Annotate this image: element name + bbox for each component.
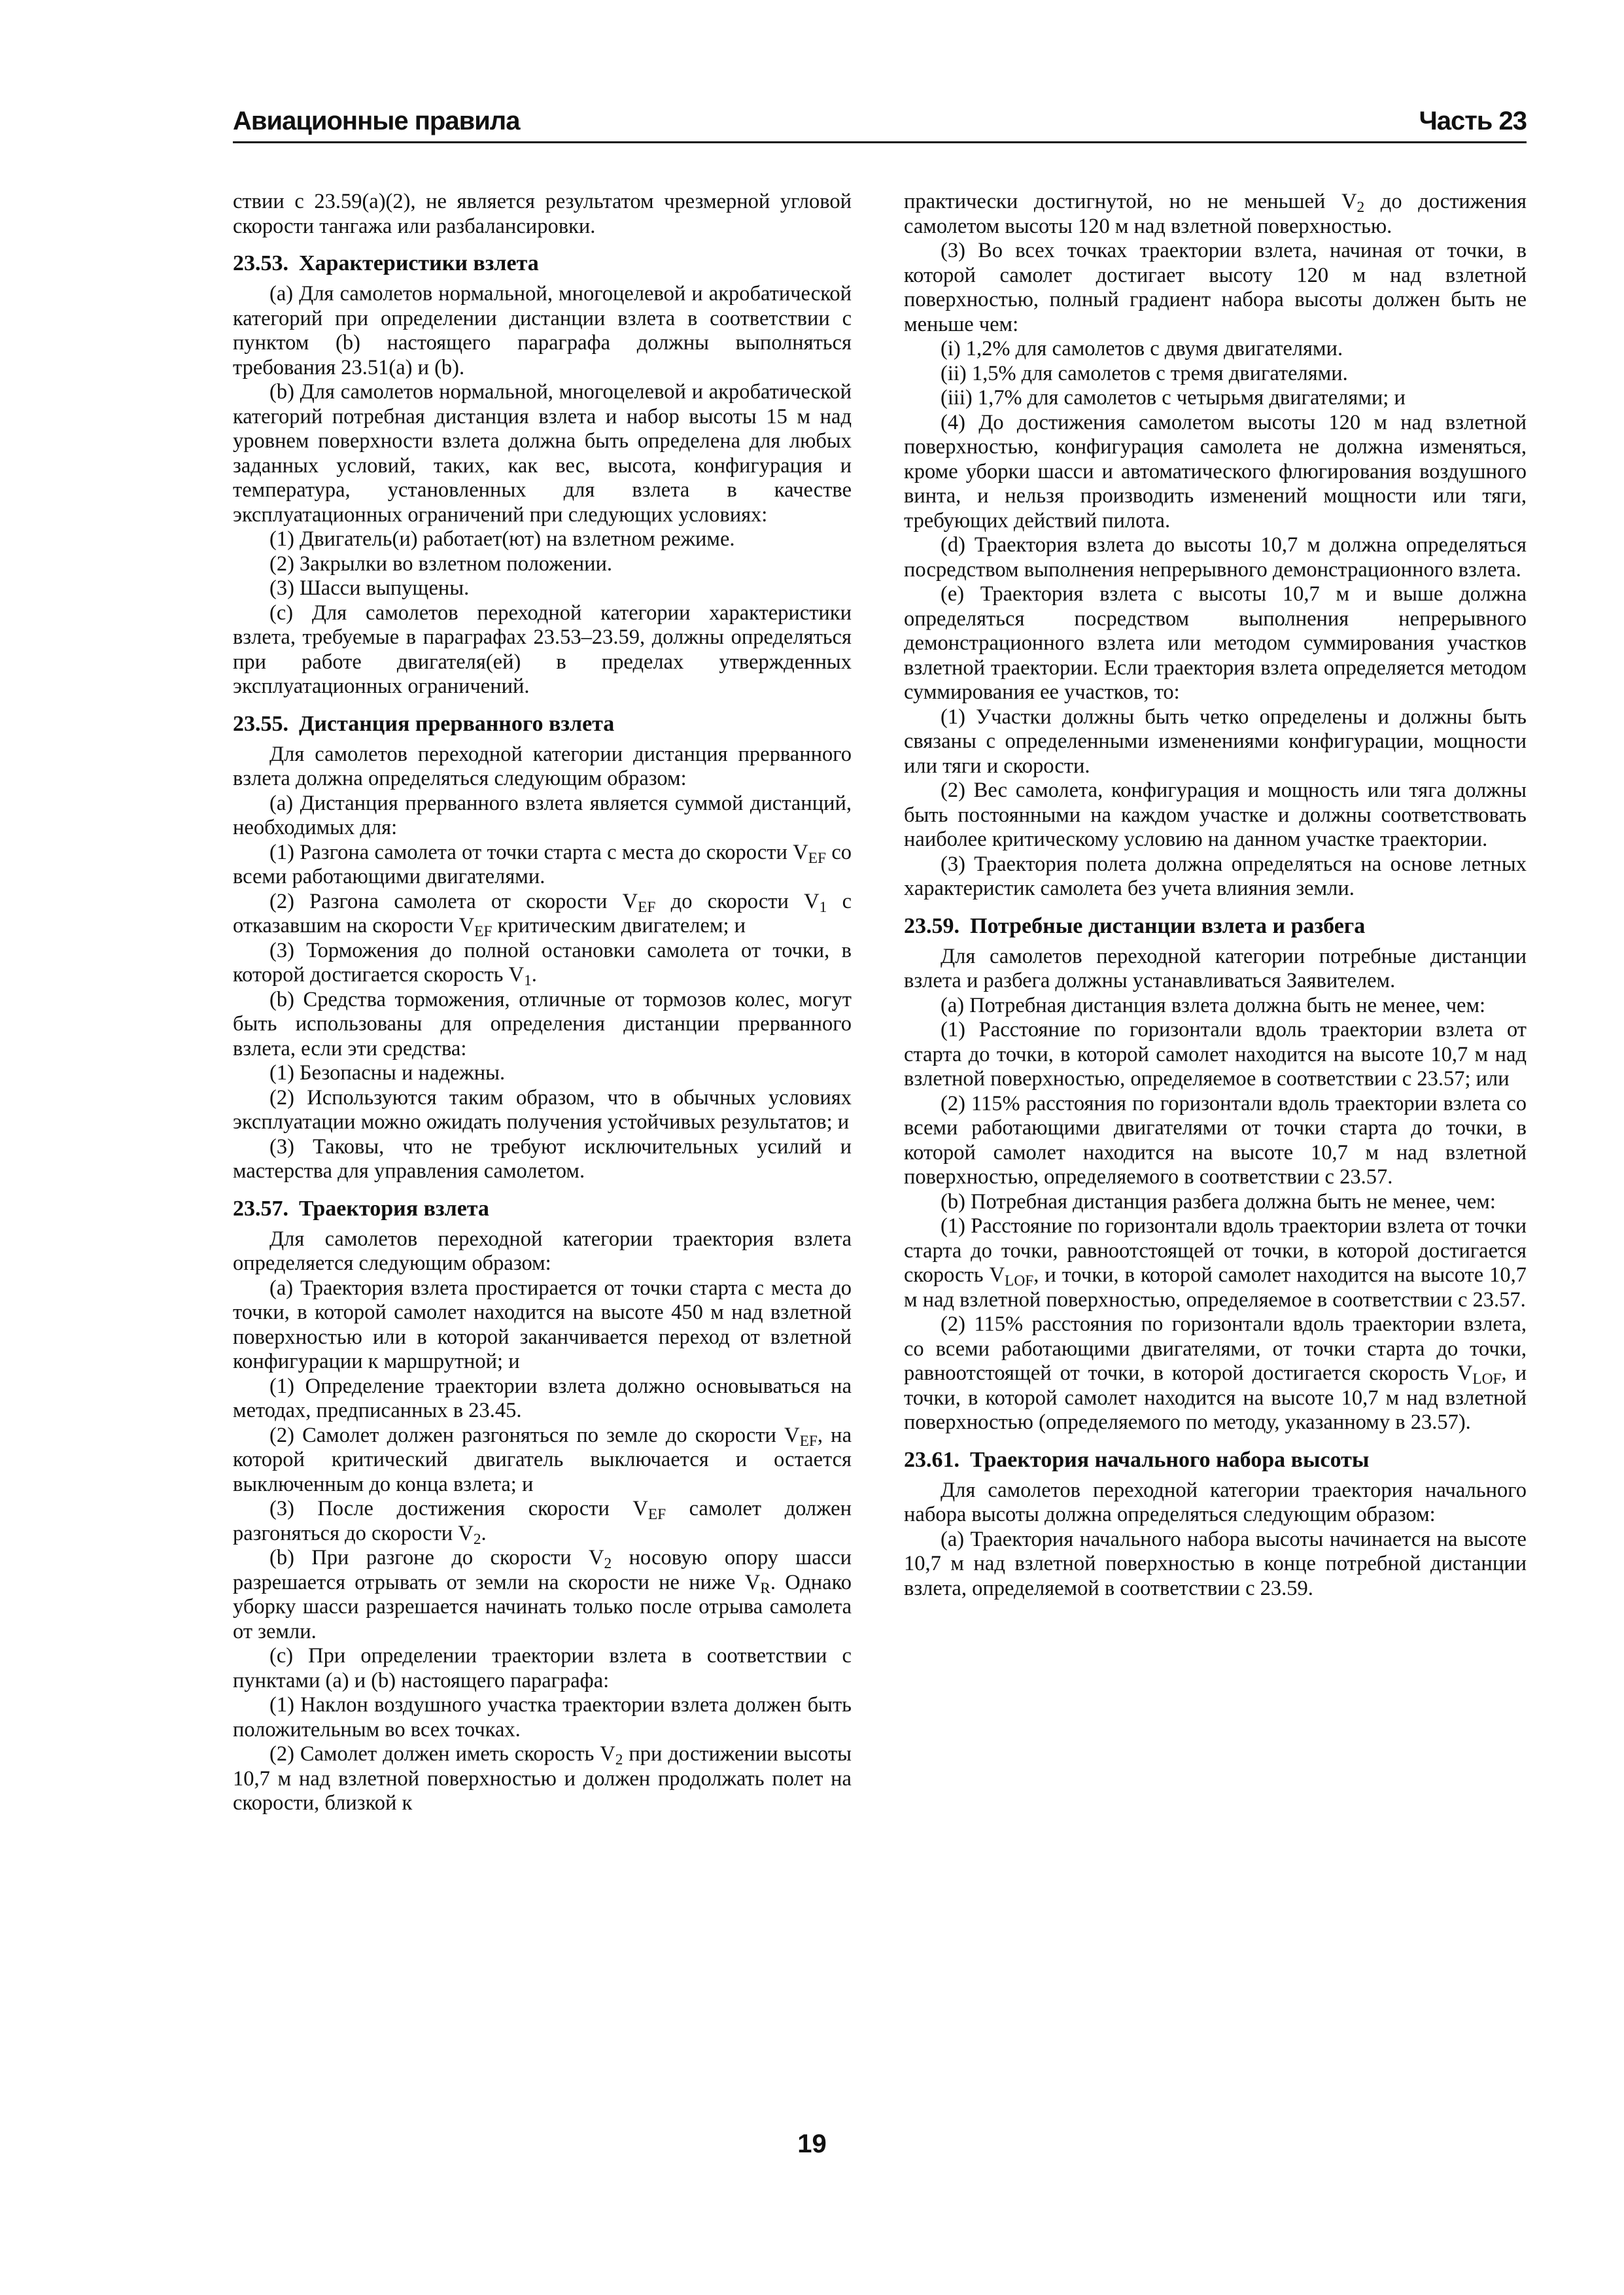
paragraph: (a) Траектория взлета простирается от точки старта с места до точки, в которой самолет находится на высоте 450 м над взлетной поверхностью или в которой заканчивается переход от взлетной конфигурации к маршрутной; и — [233, 1276, 852, 1373]
paragraph: (1) Расстояние по горизонтали вдоль траектории взлета от точки старта до точки, равноотстоящей от точки, в которой достигается скорость $V_{LOF}$, и точки, в которой самолет находится на высоте 10,7 м над взлетной поверхностью, определяемое в соответствии с 23.57. — [904, 1214, 1527, 1312]
paragraph: Для самолетов переходной категории дистанция прерванного взлета должна определяться следующим образом: — [233, 742, 852, 790]
paragraph: (ii) 1,5% для самолетов с тремя двигателями. — [941, 361, 1348, 385]
paragraph: (a) Потребная дистанция взлета должна быть не менее, чем: — [941, 993, 1486, 1017]
paragraph: (c) Для самолетов переходной категории характеристики взлета, требуемые в параграфах 23.53–23.59, должны определяться при работе двигателя(ей) в пределах утвержденных эксплуатационных ограничений. — [233, 601, 852, 698]
paragraph: (i) 1,2% для самолетов с двумя двигателями. — [941, 337, 1343, 360]
paragraph: (b) При разгоне до скорости $V_2$ носовую опору шасси разрешается отрывать от земли на скорости не ниже $V_R$. Однако уборку шасси разрешается начинать только после отрыва самолета от земли. — [233, 1546, 852, 1643]
running-header — [233, 103, 1527, 143]
paragraph: (a) Для самолетов нормальной, многоцелевой и акробатической категорий при определении дистанции взлета в соответствии с пунктом (b) настоящего параграфа должны выполняться требования 23.51(a) и (b). — [233, 282, 852, 379]
paragraph: Для самолетов переходной категории потребные дистанции взлета и разбега должны устанавливаться Заявителем. — [904, 944, 1527, 992]
paragraph: (1) Безопасны и надежны. — [269, 1061, 506, 1085]
page-number: 19 — [797, 2129, 827, 2158]
section-heading-23-59 — [904, 913, 1527, 939]
section-number: 23.57. — [233, 1196, 288, 1221]
paragraph: (2) Вес самолета, конфигурация и мощность или тяга должны быть постоянными на каждом участке и должны соответствовать наиболее критическому условию на данном участке траектории. — [904, 779, 1527, 851]
header-part-label: Часть 23 — [1419, 107, 1527, 135]
left-column — [233, 190, 852, 1816]
paragraph: (3) После достижения скорости $V_{EF}$ самолет должен разгоняться до скорости $V_2$. — [233, 1497, 852, 1548]
section-heading-23-55 — [233, 711, 852, 737]
paragraph: (2) Разгона самолета от скорости $V_{EF}$ до скорости $V_1$ с отказавшим на скорости $V_{EF}$ критическим двигателем; и — [233, 889, 852, 940]
paragraph: (4) До достижения самолетом высоты 120 м над взлетной поверхностью, конфигурация самолета не должна изменяться, кроме уборки шасси и автоматического флюгирования воздушного винта, и нельзя производить изменений мощности или тяги, требующих действий пилота. — [904, 410, 1527, 533]
paragraph: (2) Используются таким образом, что в обычных условиях эксплуатации можно ожидать получения устойчивых результатов; и — [233, 1085, 852, 1134]
paragraph: (c) При определении траектории взлета в соответствии с пунктами (a) и (b) настоящего параграфа: — [233, 1644, 852, 1692]
paragraph: (1) Расстояние по горизонтали вдоль траектории взлета от старта до точки, в которой самолет находится на высоте 10,7 м над взлетной поверхностью, определяемое в соответствии с 23.57; или — [904, 1018, 1527, 1091]
paragraph: (b) Потребная дистанция разбега должна быть не менее, чем: — [941, 1189, 1496, 1214]
paragraph: (1) Двигатель(и) работает(ют) на взлетном режиме. — [269, 527, 735, 551]
section-title: Траектория начального набора высоты — [970, 1447, 1370, 1472]
paragraph: (a) Дистанция прерванного взлета является суммой дистанций, необходимых для: — [233, 791, 852, 839]
section-heading-23-57 — [233, 1196, 852, 1222]
paragraph: (3) Шасси выпущены. — [269, 576, 470, 600]
section-title: Потребные дистанции взлета и разбега — [970, 913, 1366, 938]
paragraph: (3) Торможения до полной остановки самолета от точки, в которой достигается скорость $V_1$. — [233, 938, 852, 989]
paragraph: (1) Участки должны быть четко определены и должны быть связаны с определенными изменениями конфигурации, мощности или тяги и скорости. — [904, 705, 1527, 778]
paragraph: (b) Средства торможения, отличные от тормозов колес, могут быть использованы для определения дистанции прерванного взлета, если эти средства: — [233, 987, 852, 1060]
paragraph: (iii) 1,7% для самолетов с четырьмя двигателями; и — [941, 386, 1406, 410]
paragraph: (2) Закрылки во взлетном положении. — [269, 552, 612, 576]
paragraph: (1) Разгона самолета от точки старта с места до скорости $V_{EF}$ со всеми работающими двигателями. — [233, 840, 852, 888]
section-title: Дистанция прерванного взлета — [299, 711, 615, 736]
paragraph: (3) Траектория полета должна определяться на основе летных характеристик самолета без учета влияния земли. — [904, 852, 1527, 900]
paragraph: (e) Траектория взлета с высоты 10,7 м и выше должна определяться посредством выполнения непрерывного демонстрационного взлета или методом суммирования участков взлетной траектории. Если траектория взлета определяется методом суммирования ее участков, то: — [904, 582, 1527, 704]
paragraph: ствии с 23.59(a)(2), не является результатом чрезмерной угловой скорости тангажа или разбалансировки. — [233, 190, 852, 238]
paragraph: (1) Определение траектории взлета должно основываться на методах, предписанных в 23.45. — [233, 1374, 852, 1422]
paragraph: Для самолетов переходной категории траектория начального набора высоты должна определяться следующим образом: — [904, 1478, 1527, 1526]
right-column — [904, 190, 1527, 1601]
paragraph: (a) Траектория начального набора высоты начинается на высоте 10,7 м над взлетной поверхностью в конце потребной дистанции взлета, определяемой в соответствии с 23.59. — [904, 1527, 1527, 1600]
paragraph: практически достигнутой, но не меньшей $V_2$ до достижения самолетом высоты 120 м над взлетной поверхностью. — [904, 190, 1527, 238]
section-number: 23.53. — [233, 251, 288, 275]
header-document-title: Авиационные правила — [233, 107, 520, 135]
section-title: Характеристики взлета — [299, 251, 539, 275]
paragraph: (2) 115% расстояния по горизонтали вдоль траектории взлета со всеми работающими двигателями от точки старта до точки, в которой самолет находится на высоте 10,7 м над взлетной поверхностью, определяемого в соответствии с 23.57. — [904, 1091, 1527, 1189]
paragraph: (2) 115% расстояния по горизонтали вдоль траектории взлета, со всеми работающими двигателями, от точки старта до точки, равноотстоящей от точки, в которой достигается скорость $V_{LOF}$, и точки, в которой самолет находится на высоте 10,7 м над взлетной поверхностью (определяемого по методу, указанному в 23.57). — [904, 1312, 1527, 1434]
section-number: 23.61. — [904, 1447, 959, 1472]
section-heading-23-53 — [233, 251, 852, 277]
paragraph: (2) Самолет должен иметь скорость $V_2$ при достижении высоты 10,7 м над взлетной поверхностью и должен продолжать полет на скорости, близкой к — [233, 1742, 852, 1815]
paragraph: (2) Самолет должен разгоняться по земле до скорости $V_{EF}$, на которой критический двигатель выключается и остается выключенным до конца взлета; и — [233, 1423, 852, 1496]
paragraph: (3) Таковы, что не требуют исключительных усилий и мастерства для управления самолетом. — [233, 1134, 852, 1183]
paragraph: (3) Во всех точках траектории взлета, начиная от точки, в которой самолет достигает высоту 120 м над взлетной поверхностью, полный градиент набора высоты должен быть не меньше чем: — [904, 239, 1527, 336]
paragraph: (b) Для самолетов нормальной, многоцелевой и акробатической категорий потребная дистанция взлета и набор высоты 15 м над уровнем поверхности взлета должна быть определена для любых заданных условий, таких, как вес, высота, конфигурация и температура, установленных для взлета в качестве эксплуатационных ограничений при следующих условиях: — [233, 380, 852, 527]
section-heading-23-61 — [904, 1447, 1527, 1473]
section-number: 23.59. — [904, 913, 959, 938]
paragraph: (d) Траектория взлета до высоты 10,7 м должна определяться посредством выполнения непрерывного демонстрационного взлета. — [904, 533, 1527, 582]
section-title: Траектория взлета — [299, 1196, 489, 1221]
section-number: 23.55. — [233, 711, 288, 736]
paragraph: Для самолетов переходной категории траектория взлета определяется следующим образом: — [233, 1227, 852, 1275]
paragraph: (1) Наклон воздушного участка траектории взлета должен быть положительным во всех точках. — [233, 1693, 852, 1742]
